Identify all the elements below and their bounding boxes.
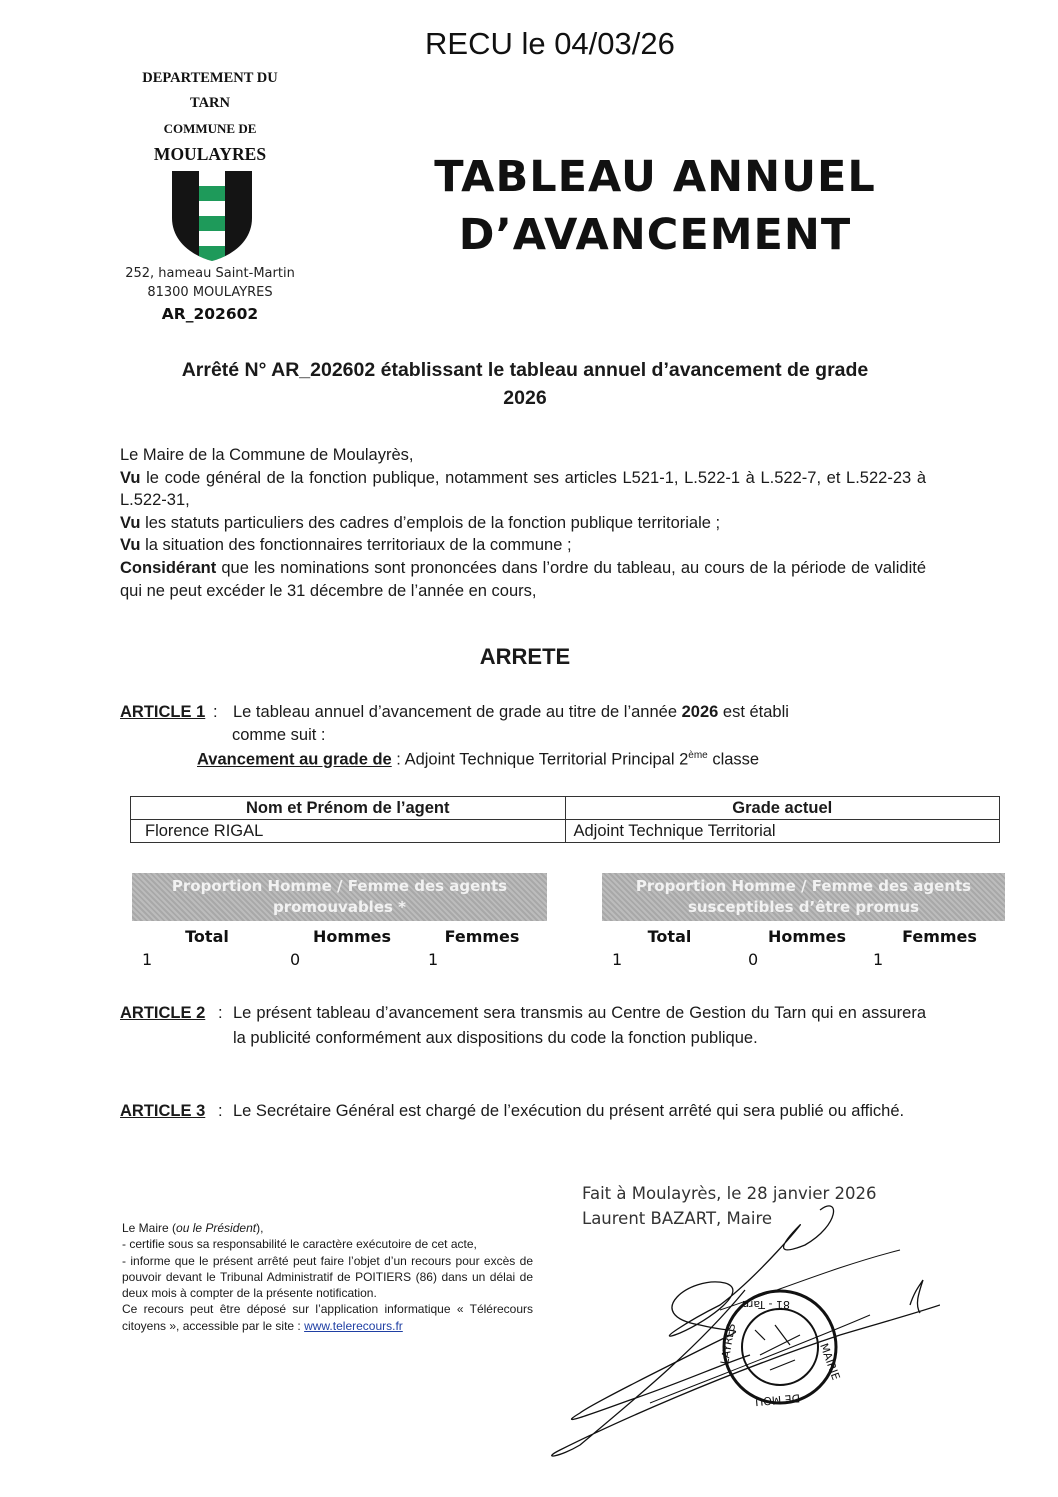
article-3 xyxy=(120,1099,926,1124)
preamble-vu-3 xyxy=(120,534,926,557)
article-1-colon: : xyxy=(213,703,218,721)
article-1-text xyxy=(233,700,926,725)
signatory: Laurent BAZART, Maire xyxy=(582,1209,773,1228)
article-1-grade xyxy=(197,750,759,770)
article-1-label: ARTICLE 1 xyxy=(120,703,206,721)
agent-grade-cell: Adjoint Technique Territorial xyxy=(565,820,1000,843)
place-date: Fait à Moulayrès, le 28 janvier 2026 xyxy=(582,1184,877,1203)
article-1-text-part: est établi xyxy=(718,703,789,721)
article-3-text: Le Secrétaire Général est chargé de l’exécution du présent arrêté qui sera publié ou affiché. xyxy=(233,1102,905,1120)
grade-superscript: ème xyxy=(688,750,708,761)
column-total: Total xyxy=(185,927,229,946)
coat-of-arms-icon xyxy=(171,170,253,262)
column-femmes: Femmes xyxy=(444,927,520,946)
commune-label: COMMUNE DE xyxy=(163,121,257,136)
proportion-promus xyxy=(602,873,1005,969)
value-femmes: 1 xyxy=(873,950,884,969)
legal-bullet-2: - informe que le présent arrêté peut faire l’objet d’un recours pour excès de pouvoir devant le Tribunal Administratif de POITIERS (86) dans un délai de deux mois à compter de la présente notification. xyxy=(122,1253,533,1301)
department-label: DEPARTEMENT DU xyxy=(142,70,278,86)
grade-suffix: classe xyxy=(707,750,760,769)
legal-bullet-1: - certifie sous sa responsabilité le caractère exécutoire de cet acte, xyxy=(122,1237,477,1252)
address-city: 81300 MOULAYRES xyxy=(147,285,273,300)
legal-heading-prefix: Le Maire ( xyxy=(122,1221,177,1235)
vu-text: la situation des fonctionnaires territoriaux de la commune ; xyxy=(140,536,572,555)
commune-address xyxy=(110,264,310,327)
grade-label: Avancement au grade de xyxy=(197,750,392,769)
preamble xyxy=(120,444,926,602)
agents-table xyxy=(130,796,1000,843)
preamble-intro: Le Maire de la Commune de Moulayrès, xyxy=(120,446,414,464)
article-2 xyxy=(120,1001,926,1051)
received-date-stamp: RECU le 04/03/26 xyxy=(425,26,675,61)
proportion-promus-title: Proportion Homme / Femme des agents susceptibles d’être promus xyxy=(602,873,1005,921)
article-1-continuation: comme suit : xyxy=(232,726,326,744)
preamble-vu-2 xyxy=(120,512,926,535)
column-total: Total xyxy=(647,927,692,946)
arrete-title-line-2: 2026 xyxy=(503,387,547,409)
column-hommes: Hommes xyxy=(767,927,847,946)
considerant-label: Considérant xyxy=(120,558,217,577)
arrete-title-line-1: Arrêté N° AR_202602 établissant le tableau annuel d’avancement de grade xyxy=(181,359,869,381)
official-seal-icon xyxy=(718,1291,842,1408)
considerant-text: que les nominations sont prononcées dans l’ordre du tableau, au cours de la période de validité qui ne peut excéder le 31 décembre de l’année en cours, xyxy=(120,558,926,600)
vu-text: le code général de la fonction publique, notamment ses articles L521-1, L.522-1 à L.522-7, et L.522-23 à L.522-31, xyxy=(120,468,926,510)
proportion-promouvables-columns xyxy=(132,927,547,946)
legal-recours-text: Ce recours peut être déposé sur l’application informatique « Télérecours citoyens », accessible par le site : xyxy=(122,1302,533,1333)
vu-label: Vu xyxy=(120,468,141,487)
legal-recours xyxy=(122,1301,533,1334)
department-name: TARN xyxy=(189,95,230,111)
vu-label: Vu xyxy=(120,536,141,555)
vu-text: les statuts particuliers des cadres d’emplois de la fonction publique territoriale ; xyxy=(140,513,721,532)
legal-notice xyxy=(122,1220,533,1334)
preamble-vu-1 xyxy=(120,467,926,512)
address-street: 252, hameau Saint-Martin xyxy=(125,266,295,281)
legal-notice-heading xyxy=(122,1220,533,1236)
table-row xyxy=(131,820,1000,843)
column-hommes: Hommes xyxy=(312,927,392,946)
article-2-text: Le présent tableau d’avancement sera transmis au Centre de Gestion du Tarn qui en assurera la publicité conformément aux dispositions du code la fonction publique. xyxy=(233,1004,926,1047)
telerecours-link[interactable]: www.telerecours.fr xyxy=(304,1318,403,1333)
grade-value: Adjoint Technique Territorial Principal 2 xyxy=(404,750,689,769)
proportion-promus-columns xyxy=(602,927,1005,946)
column-header-grade: Grade actuel xyxy=(565,797,1000,820)
proportion-promus-values xyxy=(602,950,1005,969)
proportion-promouvables-values xyxy=(132,950,547,969)
article-2-label: ARTICLE 2 xyxy=(120,1004,206,1022)
column-header-name: Nom et Prénom de l’agent xyxy=(131,797,566,820)
page-title xyxy=(400,148,910,264)
legal-heading-suffix: ), xyxy=(256,1221,264,1235)
handwritten-signature-icon xyxy=(520,1195,940,1465)
svg-text:81 - Tarn: 81 - Tarn xyxy=(742,1298,790,1311)
proportion-promouvables xyxy=(132,873,547,969)
value-hommes: 0 xyxy=(748,950,759,969)
agent-name-cell: Florence RIGAL xyxy=(131,820,566,843)
arrete-heading: ARRETE xyxy=(479,644,571,669)
svg-text:MAIRIE: MAIRIE xyxy=(817,1341,843,1382)
article-3-colon: : xyxy=(218,1102,223,1120)
preamble-considerant xyxy=(120,557,926,602)
table-header-row xyxy=(131,797,1000,820)
article-1-year: 2026 xyxy=(681,703,719,721)
value-total: 1 xyxy=(612,950,623,969)
value-femmes: 1 xyxy=(428,950,439,969)
article-3-label: ARTICLE 3 xyxy=(120,1102,206,1120)
article-1 xyxy=(120,700,926,725)
title-line-1: TABLEAU ANNUEL xyxy=(434,152,876,202)
svg-text:LAYRES: LAYRES xyxy=(718,1322,739,1366)
grade-separator: : xyxy=(391,750,405,769)
column-femmes: Femmes xyxy=(902,927,977,946)
proportion-promouvables-title: Proportion Homme / Femme des agents promouvables * xyxy=(132,873,547,921)
legal-heading-italic: ou le Président xyxy=(176,1221,257,1235)
value-total: 1 xyxy=(142,950,153,969)
value-hommes: 0 xyxy=(290,950,301,969)
arrete-reference: AR_202602 xyxy=(161,305,259,323)
article-2-colon: : xyxy=(218,1004,223,1022)
svg-text:DE MOU: DE MOU xyxy=(754,1391,801,1409)
vu-label: Vu xyxy=(120,513,141,532)
article-1-text-part: Le tableau annuel d’avancement de grade au titre de l’année xyxy=(233,703,682,721)
letterhead xyxy=(110,66,310,167)
arrete-title xyxy=(110,356,940,412)
title-line-2: D’AVANCEMENT xyxy=(458,210,852,260)
commune-name: MOULAYRES xyxy=(153,144,267,164)
